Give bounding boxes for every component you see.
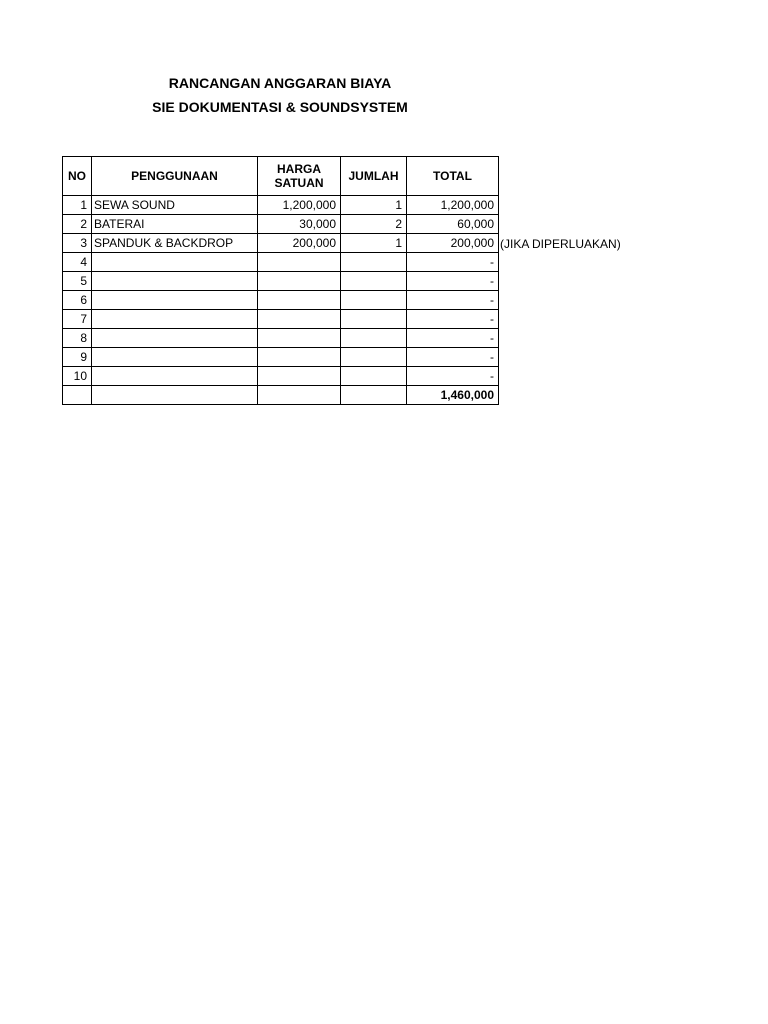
cell-empty xyxy=(258,386,341,405)
cell-harga xyxy=(258,310,341,329)
table-row xyxy=(63,329,499,348)
cell-harga xyxy=(258,253,341,272)
cell-jumlah xyxy=(341,310,407,329)
cell-total: - xyxy=(407,291,499,310)
document-title: RANCANGAN ANGGARAN BIAYA xyxy=(168,75,392,91)
table-row xyxy=(63,196,499,215)
cell-no: 5 xyxy=(63,272,92,291)
cell-jumlah: 1 xyxy=(341,234,407,253)
cell-penggunaan: SPANDUK & BACKDROP xyxy=(92,234,258,253)
table-header-row xyxy=(63,157,499,196)
cell-total: 1,200,000 xyxy=(407,196,499,215)
header-harga-line1: HARGA xyxy=(277,162,321,176)
cell-empty xyxy=(341,386,407,405)
cell-jumlah xyxy=(341,291,407,310)
cell-jumlah xyxy=(341,348,407,367)
cell-total: - xyxy=(407,310,499,329)
cell-total: - xyxy=(407,367,499,386)
table-row xyxy=(63,291,499,310)
cell-harga xyxy=(258,272,341,291)
header-no: NO xyxy=(63,157,92,196)
cell-penggunaan xyxy=(92,348,258,367)
cell-no: 8 xyxy=(63,329,92,348)
table-row xyxy=(63,234,499,253)
row-note: (JIKA DIPERLUAKAN) xyxy=(500,237,621,251)
cell-total: - xyxy=(407,348,499,367)
cell-penggunaan xyxy=(92,329,258,348)
cell-harga: 1,200,000 xyxy=(258,196,341,215)
cell-harga xyxy=(258,329,341,348)
cell-no: 9 xyxy=(63,348,92,367)
cell-no: 4 xyxy=(63,253,92,272)
header-jumlah: JUMLAH xyxy=(341,157,407,196)
header-harga-satuan xyxy=(258,157,341,196)
cell-harga: 30,000 xyxy=(258,215,341,234)
cell-total: 60,000 xyxy=(407,215,499,234)
table-row xyxy=(63,348,499,367)
budget-table xyxy=(62,156,499,405)
cell-jumlah: 1 xyxy=(341,196,407,215)
cell-empty xyxy=(92,386,258,405)
cell-penggunaan xyxy=(92,253,258,272)
cell-no: 10 xyxy=(63,367,92,386)
cell-penggunaan: BATERAI xyxy=(92,215,258,234)
grand-total-row xyxy=(63,386,499,405)
cell-total: - xyxy=(407,253,499,272)
cell-harga xyxy=(258,367,341,386)
cell-jumlah: 2 xyxy=(341,215,407,234)
cell-penggunaan xyxy=(92,291,258,310)
table-row xyxy=(63,253,499,272)
header-harga-line2: SATUAN xyxy=(274,176,324,190)
cell-jumlah xyxy=(341,367,407,386)
cell-jumlah xyxy=(341,272,407,291)
document-subtitle: SIE DOKUMENTASI & SOUNDSYSTEM xyxy=(152,99,408,115)
cell-penggunaan: SEWA SOUND xyxy=(92,196,258,215)
cell-no: 2 xyxy=(63,215,92,234)
grand-total-value: 1,460,000 xyxy=(407,386,499,405)
cell-penggunaan xyxy=(92,310,258,329)
cell-jumlah xyxy=(341,253,407,272)
cell-no: 3 xyxy=(63,234,92,253)
cell-jumlah xyxy=(341,329,407,348)
cell-penggunaan xyxy=(92,272,258,291)
table-row xyxy=(63,367,499,386)
cell-no: 1 xyxy=(63,196,92,215)
cell-harga: 200,000 xyxy=(258,234,341,253)
cell-total: - xyxy=(407,272,499,291)
header-total: TOTAL xyxy=(407,157,499,196)
cell-total: - xyxy=(407,329,499,348)
cell-no: 6 xyxy=(63,291,92,310)
table-row xyxy=(63,272,499,291)
cell-harga xyxy=(258,348,341,367)
table-row xyxy=(63,310,499,329)
cell-no: 7 xyxy=(63,310,92,329)
cell-penggunaan xyxy=(92,367,258,386)
table-row xyxy=(63,215,499,234)
cell-total: 200,000 xyxy=(407,234,499,253)
cell-harga xyxy=(258,291,341,310)
cell-empty xyxy=(63,386,92,405)
header-penggunaan: PENGGUNAAN xyxy=(92,157,258,196)
